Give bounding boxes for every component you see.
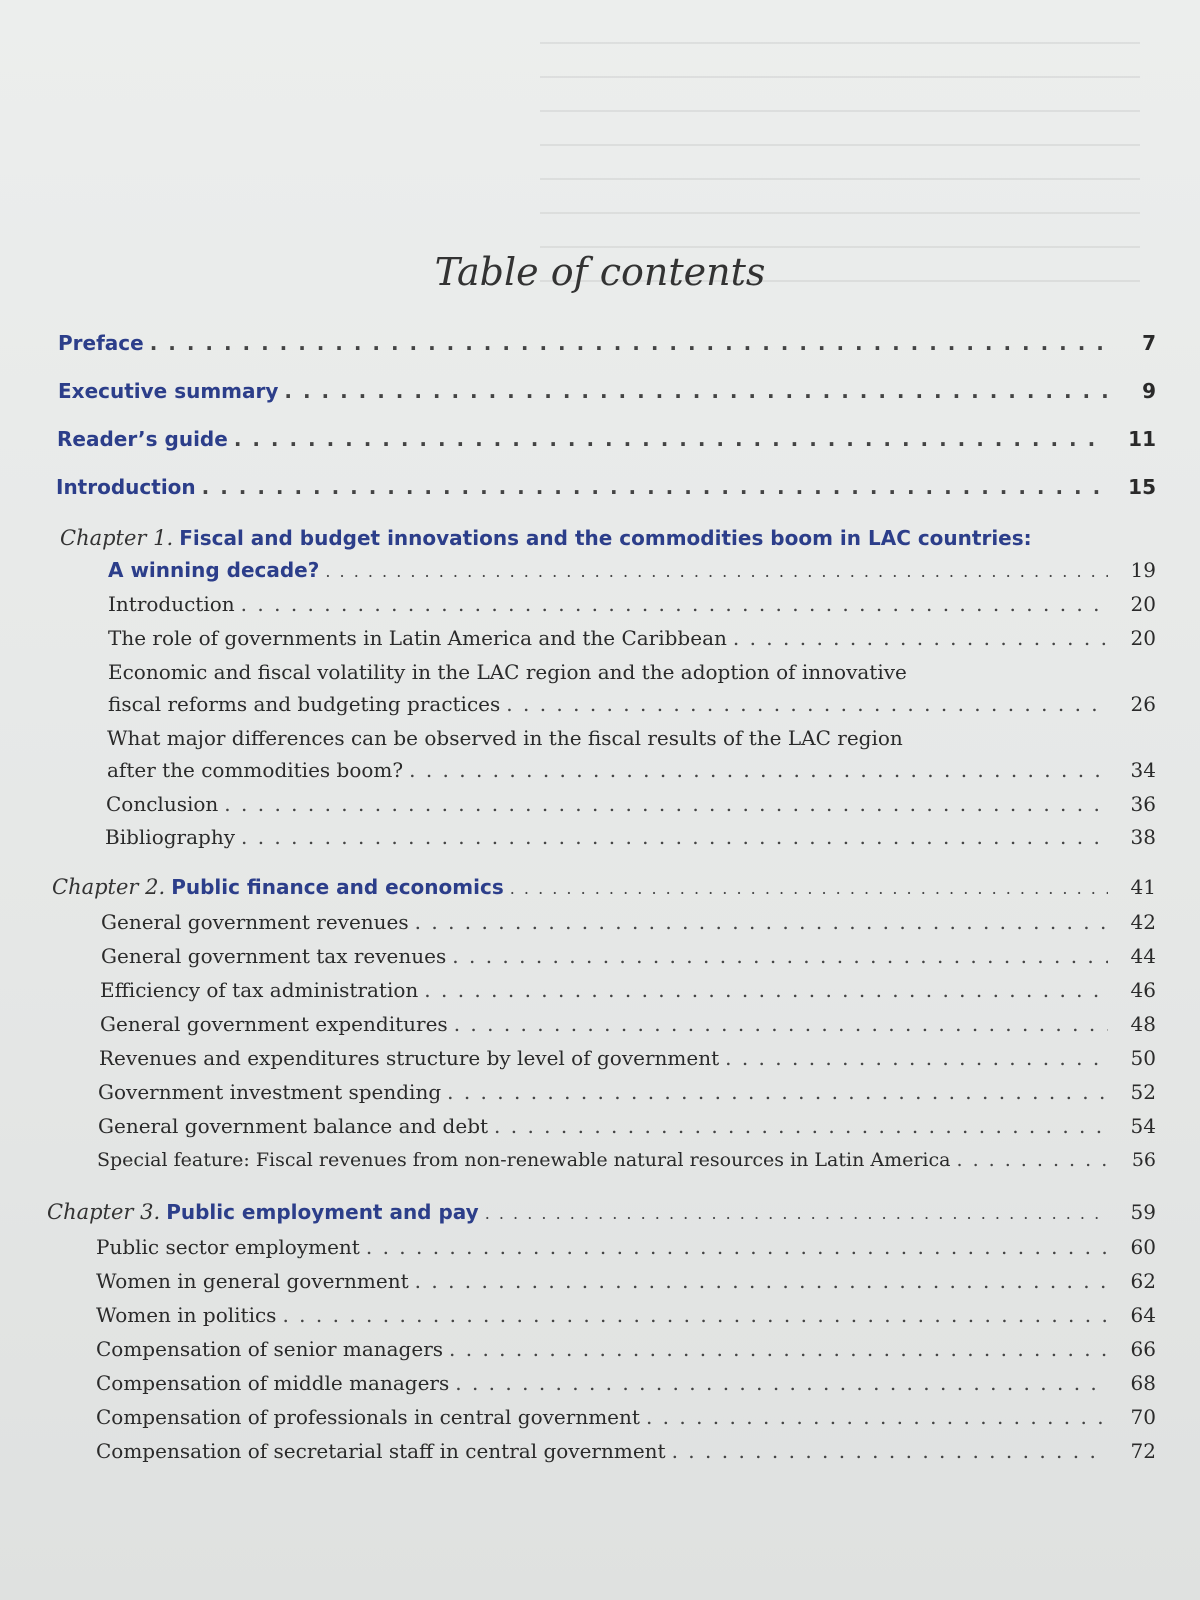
section-label: Public sector employment <box>96 1235 360 1259</box>
section-label: The role of governments in Latin America and the Caribbean <box>108 626 727 650</box>
toc-section[interactable] <box>96 1300 1156 1330</box>
dot-leader <box>506 689 1108 719</box>
toc-entry-readers-guide[interactable] <box>57 424 1156 454</box>
toc-entry-label: Executive summary <box>58 379 279 403</box>
toc-section[interactable] <box>108 689 1156 719</box>
section-page: 44 <box>1130 944 1156 968</box>
section-page: 42 <box>1130 910 1156 934</box>
chapter-3-heading[interactable] <box>47 1197 1156 1227</box>
toc-entry-page: 11 <box>1128 427 1156 451</box>
toc-entry-page: 15 <box>1128 475 1156 499</box>
section-page: 70 <box>1130 1405 1156 1429</box>
dot-leader <box>424 975 1108 1005</box>
dot-leader <box>646 1402 1108 1432</box>
section-page: 68 <box>1130 1371 1156 1395</box>
section-label: Compensation of middle managers <box>96 1371 450 1395</box>
section-label: Compensation of professionals in central government <box>96 1405 640 1429</box>
section-label: Compensation of senior managers <box>96 1337 444 1361</box>
dot-leader <box>224 789 1108 819</box>
dot-leader <box>234 424 1108 454</box>
toc-section[interactable] <box>98 1111 1156 1141</box>
chapter-title-line2: A winning decade? <box>108 558 320 582</box>
toc-entry-introduction[interactable] <box>56 472 1156 502</box>
toc-section[interactable] <box>108 623 1156 653</box>
toc-section[interactable] <box>106 789 1156 819</box>
dot-leader <box>150 328 1108 358</box>
dot-leader <box>485 1199 1108 1229</box>
section-page: 26 <box>1130 692 1156 716</box>
dot-leader <box>449 1334 1108 1364</box>
section-page: 54 <box>1130 1114 1156 1138</box>
section-page: 60 <box>1130 1235 1156 1259</box>
section-label: General government revenues <box>101 910 409 934</box>
toc-section[interactable] <box>100 975 1156 1005</box>
toc-section[interactable] <box>105 822 1156 852</box>
dot-leader <box>494 1111 1108 1141</box>
section-label: Women in general government <box>96 1269 409 1293</box>
section-page: 48 <box>1130 1012 1156 1036</box>
section-page: 20 <box>1130 592 1156 616</box>
toc-entry-label: Reader’s guide <box>57 427 228 451</box>
dot-leader <box>956 1145 1108 1175</box>
section-page: 34 <box>1130 758 1156 782</box>
toc-entry-preface[interactable] <box>58 328 1156 358</box>
section-page: 38 <box>1130 825 1156 849</box>
section-label: Compensation of secretarial staff in central government <box>96 1439 666 1463</box>
dot-leader <box>672 1436 1108 1466</box>
toc-section[interactable] <box>107 755 1156 785</box>
page-title: Table of contents <box>434 250 766 294</box>
toc-entry-page: 7 <box>1142 331 1156 355</box>
toc-section[interactable] <box>101 907 1156 937</box>
toc-entry-page: 19 <box>1130 558 1156 582</box>
dot-leader <box>733 623 1108 653</box>
section-label: Conclusion <box>106 792 219 816</box>
section-label: Bibliography <box>105 825 235 849</box>
dot-leader <box>452 941 1108 971</box>
toc-entry-page: 9 <box>1142 379 1156 403</box>
section-label: General government balance and debt <box>98 1114 489 1138</box>
toc-entry-page: 41 <box>1130 875 1156 899</box>
section-page: 52 <box>1130 1080 1156 1104</box>
dot-leader <box>282 1300 1108 1330</box>
toc-section[interactable] <box>96 1436 1156 1466</box>
section-page: 66 <box>1130 1337 1156 1361</box>
section-label: Special feature: Fiscal revenues from non-renewable natural resources in Latin America <box>97 1149 951 1171</box>
section-label: Introduction <box>108 592 235 616</box>
chapter-prefix: Chapter 1. <box>60 526 174 550</box>
toc-entry-label: Preface <box>58 331 144 355</box>
section-label: Women in politics <box>96 1303 277 1327</box>
dot-leader <box>202 472 1108 502</box>
section-label-line1[interactable]: Economic and fiscal volatility in the LAC region and the adoption of innovative <box>108 660 907 684</box>
dot-leader <box>284 376 1108 406</box>
dot-leader <box>447 1077 1108 1107</box>
chapter-1-title-end[interactable] <box>108 555 1156 585</box>
toc-section[interactable] <box>100 1009 1156 1039</box>
section-page: 72 <box>1130 1439 1156 1463</box>
chapter-title-line1: Fiscal and budget innovations and the commodities boom in LAC countries: <box>179 526 1032 550</box>
section-label: fiscal reforms and budgeting practices <box>108 692 501 716</box>
toc-section[interactable] <box>99 1043 1156 1073</box>
toc-entry-label: Introduction <box>56 475 196 499</box>
section-label: General government expenditures <box>100 1012 448 1036</box>
dot-leader <box>366 1232 1108 1262</box>
toc-section[interactable] <box>98 1077 1156 1107</box>
chapter-prefix: Chapter 3. <box>47 1200 161 1224</box>
section-label: after the commodities boom? <box>107 758 404 782</box>
dot-leader <box>241 589 1108 619</box>
section-page: 64 <box>1130 1303 1156 1327</box>
chapter-prefix: Chapter 2. <box>52 875 166 899</box>
toc-section[interactable] <box>96 1232 1156 1262</box>
dot-leader <box>415 1266 1108 1296</box>
dot-leader <box>510 874 1108 904</box>
section-page: 46 <box>1130 978 1156 1002</box>
toc-section[interactable] <box>96 1402 1156 1432</box>
toc-entry-executive-summary[interactable] <box>58 376 1156 406</box>
chapter-1-heading[interactable] <box>60 523 1032 553</box>
dot-leader <box>455 1368 1108 1398</box>
toc-entry-page: 59 <box>1130 1200 1156 1224</box>
toc-section[interactable] <box>101 941 1156 971</box>
section-label: Government investment spending <box>98 1080 442 1104</box>
section-page: 20 <box>1130 626 1156 650</box>
dot-leader <box>725 1043 1108 1073</box>
section-label-line1[interactable]: What major differences can be observed in the fiscal results of the LAC region <box>107 726 903 750</box>
dot-leader <box>241 822 1108 852</box>
section-page: 62 <box>1130 1269 1156 1293</box>
dot-leader <box>454 1009 1108 1039</box>
toc-section[interactable] <box>96 1266 1156 1296</box>
toc-section[interactable] <box>108 589 1156 619</box>
dot-leader <box>409 755 1108 785</box>
dot-leader <box>415 907 1108 937</box>
section-page: 56 <box>1131 1149 1156 1171</box>
section-label: General government tax revenues <box>101 944 447 968</box>
toc-section[interactable] <box>96 1368 1156 1398</box>
dot-leader <box>325 557 1108 587</box>
chapter-title: Public employment and pay <box>166 1200 479 1224</box>
section-page: 36 <box>1130 792 1156 816</box>
chapter-title: Public finance and economics <box>171 875 504 899</box>
section-label: Efficiency of tax administration <box>100 978 419 1002</box>
section-label: Revenues and expenditures structure by level of government <box>99 1046 720 1070</box>
section-page: 50 <box>1130 1046 1156 1070</box>
toc-section[interactable] <box>96 1334 1156 1364</box>
toc-section[interactable] <box>97 1145 1156 1175</box>
chapter-2-heading[interactable] <box>52 872 1156 902</box>
